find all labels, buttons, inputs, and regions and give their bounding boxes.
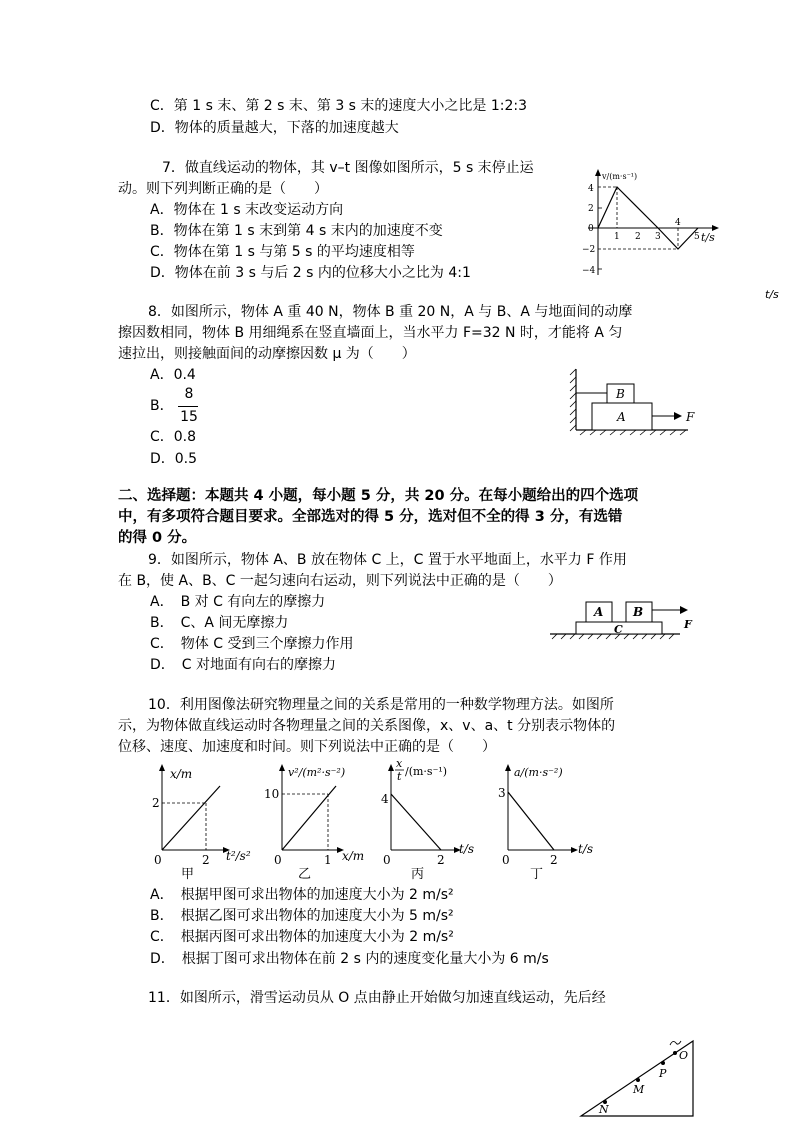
q11-label-o: O (679, 1049, 689, 1062)
q10-bing-xlabel: t/s (459, 842, 475, 856)
q10-stem-line-3: 位移、速度、加速度和时间。则下列说法中正确的是（ ） (118, 739, 496, 755)
q7-xtick-5: 5 (694, 232, 700, 242)
q10-bing-caption: 丙 (411, 867, 425, 882)
q8-option-b-denominator: 15 (180, 409, 198, 425)
q8-blocks-figure (570, 365, 705, 435)
q11-slope-figure (575, 1035, 700, 1120)
q7-option-a: A．物体在 1 s 末改变运动方向 (150, 202, 344, 218)
q9-label-b: B (633, 605, 644, 619)
q8-label-f: F (686, 410, 695, 424)
q10-option-c: C． 根据丙图可求出物体的加速度大小为 2 m/s² (150, 929, 454, 945)
q9-label-a: A (594, 605, 604, 619)
q7-ytick-neg2: −2 (582, 245, 596, 255)
q7-graph-xlabel: t/s (701, 231, 715, 244)
q10-bing-xval: 2 (437, 853, 445, 867)
q11-stem-line-1: 11．如图所示，滑雪运动员从 O 点由静止开始做匀加速直线运动，先后经 (148, 990, 606, 1006)
q10-ding-xlabel: t/s (578, 842, 594, 856)
q10-graph-ding (490, 760, 610, 880)
q10-bing-line (391, 794, 441, 850)
q7-vt-line (598, 187, 698, 249)
q9-option-b: B． C、A 间无摩擦力 (150, 615, 289, 631)
q8-stem-line-2: 擦因数相同，物体 B 用细绳系在竖直墙面上，当水平力 F=32 N 时，才能将 A 匀 (118, 325, 623, 341)
q7-ytick-2: 2 (588, 204, 594, 214)
q11-label-p: P (659, 1067, 667, 1080)
q8-option-b-numerator: 8 (184, 386, 194, 402)
q9-blocks-figure (548, 595, 692, 640)
q7-option-b: B．物体在第 1 s 末到第 4 s 末内的加速度不变 (150, 223, 443, 239)
q7-stem-line-1: 7．做直线运动的物体，其 v–t 图像如图所示，5 s 末停止运 (162, 160, 534, 176)
q9-option-c: C． 物体 C 受到三个摩擦力作用 (150, 636, 354, 652)
q10-graph-bing (375, 755, 490, 880)
q10-jia-origin: 0 (154, 853, 162, 867)
q10-yi-yval: 10 (264, 787, 280, 801)
q7-stem-line-2: 动。则下列判断正确的是（ ） (118, 181, 328, 197)
q9-option-d: D． C 对地面有向右的摩擦力 (150, 657, 337, 673)
q9-label-f: F (684, 618, 692, 631)
q10-graph-jia (140, 760, 265, 880)
section2-heading-line-3: 的得 0 分。 (118, 530, 197, 546)
q8-label-b: B (616, 387, 625, 401)
q10-jia-xlabel: t²/s² (226, 849, 251, 863)
q10-jia-caption: 甲 (181, 867, 195, 882)
q6-option-c: C．第 1 s 末、第 2 s 末、第 3 s 末的速度大小之比是 1:2:3 (150, 98, 528, 114)
q7-option-c: C．物体在第 1 s 与第 5 s 的平均速度相等 (150, 244, 415, 260)
q8-label-a: A (617, 410, 626, 424)
q7-vt-graph (580, 165, 730, 280)
q7-xtick-1: 1 (614, 232, 620, 242)
q10-jia-ylabel: x/m (170, 767, 193, 781)
q10-stem-line-1: 10．利用图像法研究物理量之间的关系是常用的一种数学物理方法。如图所 (148, 697, 614, 713)
q10-option-a: A． 根据甲图可求出物体的加速度大小为 2 m/s² (150, 887, 454, 903)
q8-stem-line-3: 速拉出，则接触面间的动摩擦因数 μ 为（ ） (118, 346, 416, 362)
q7-option-d: D．物体在前 3 s 与后 2 s 内的位移大小之比为 4:1 (150, 265, 471, 281)
q7-graph-ylabel: v/(m·s⁻¹) (602, 172, 638, 181)
q7-ytick-neg4: −4 (582, 266, 596, 276)
q10-yi-xlabel: x/m (342, 849, 365, 863)
q10-yi-origin: 0 (274, 853, 282, 867)
q7-xtick-4: 4 (675, 218, 681, 228)
q8-option-a: A．0.4 (150, 367, 196, 383)
q10-ding-line (508, 792, 554, 850)
q8-option-b-prefix: B． (150, 398, 174, 414)
q10-yi-caption: 乙 (298, 867, 312, 882)
q10-bing-ylabel-unit: /(m·s⁻¹) (405, 765, 448, 778)
q11-label-m: M (633, 1083, 645, 1096)
q11-label-n: N (599, 1103, 609, 1116)
q9-option-a: A． B 对 C 有向左的摩擦力 (150, 594, 326, 610)
q10-stem-line-2: 示，为物体做直线运动时各物理量之间的关系图像，x、v、a、t 分别表示物体的 (118, 718, 616, 734)
q10-option-b: B． 根据乙图可求出物体的加速度大小为 5 m/s² (150, 908, 454, 924)
q8-option-d: D．0.5 (150, 451, 198, 467)
q7-xtick-2: 2 (635, 232, 641, 242)
q10-ding-origin: 0 (502, 853, 510, 867)
q10-bing-yval: 4 (381, 792, 389, 806)
q6-option-d: D．物体的质量越大，下落的加速度越大 (150, 120, 399, 136)
q11-skier-icon (670, 1041, 681, 1045)
q9-stem-line-1: 9．如图所示，物体 A、B 放在物体 C 上，C 置于水平地面上，水平力 F 作用 (148, 552, 627, 568)
section2-heading-line-1: 二、选择题：本题共 4 小题，每小题 5 分，共 20 分。在每小题给出的四个选项 (118, 488, 639, 504)
q9-stem-line-2: 在 B，使 A、B、C 一起匀速向右运动，则下列说法中正确的是（ ） (118, 573, 562, 589)
q10-ding-caption: 丁 (530, 867, 544, 882)
q10-graph-yi (260, 760, 380, 880)
q10-bing-ylabel-num: x (396, 757, 403, 770)
q7-ytick-0: 0 (588, 224, 594, 234)
q10-ding-ylabel: a/(m·s⁻²) (514, 766, 563, 779)
q8-option-c: C．0.8 (150, 429, 197, 445)
q10-yi-ylabel: v²/(m²·s⁻²) (288, 766, 346, 779)
q7-xtick-3: 3 (655, 232, 661, 242)
q7-ytick-4: 4 (588, 184, 594, 194)
q9-label-c: C (614, 623, 623, 636)
q8-stem-line-1: 8．如图所示，物体 A 重 40 N，物体 B 重 20 N，A 与 B、A 与地面间的动摩 (148, 304, 633, 320)
q10-ding-xval: 2 (550, 853, 558, 867)
q10-ding-yval: 3 (498, 786, 506, 800)
q10-bing-origin: 0 (383, 853, 391, 867)
q10-bing-ylabel-den: t (397, 770, 402, 783)
q10-yi-xval: 1 (324, 853, 332, 867)
q10-jia-line (162, 786, 220, 850)
section2-heading-line-2: 中，有多项符合题目要求。全部选对的得 5 分，选对但不全的得 3 分，有选错 (118, 509, 623, 525)
q10-jia-xval: 2 (202, 853, 210, 867)
q10-option-d: D． 根据丁图可求出物体在前 2 s 内的速度变化量大小为 6 m/s (150, 951, 549, 967)
q7-stray-label: t/s (765, 288, 779, 301)
q10-jia-yval: 2 (152, 796, 160, 810)
